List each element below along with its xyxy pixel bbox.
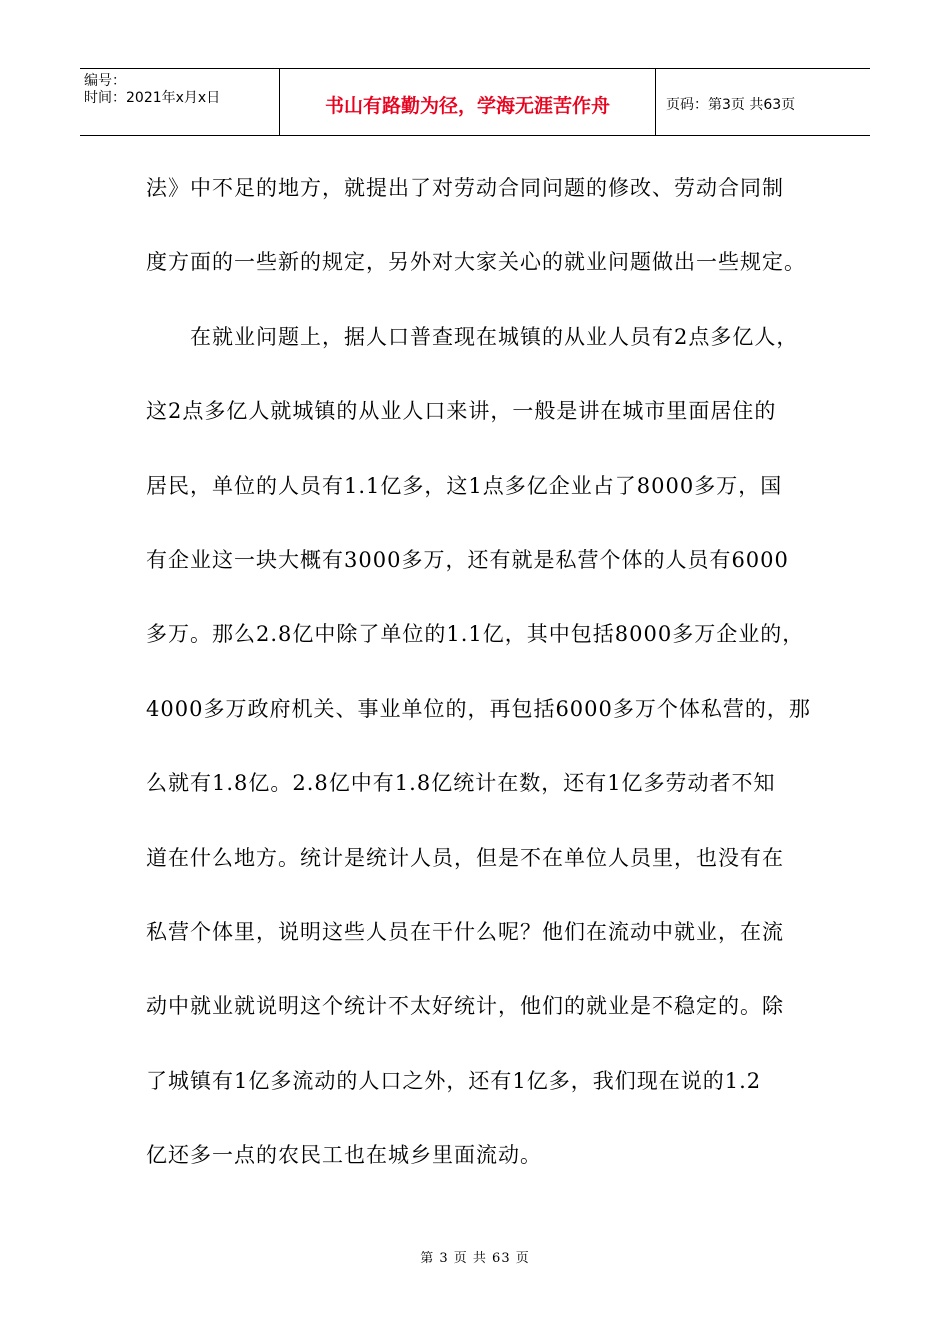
body-line: 了城镇有1亿多流动的人口之外，还有1亿多，我们现在说的1.2	[146, 1068, 762, 1093]
body-line: 居民，单位的人员有1.1亿多，这1点多亿企业占了8000多万，国	[146, 473, 783, 498]
body-line: 这2点多亿人就城镇的从业人口来讲，一般是讲在城市里面居住的	[146, 399, 777, 424]
body-line: 道在什么地方。统计是统计人员，但是不在单位人员里，也没有在	[146, 845, 784, 870]
body-line: 么就有1.8亿。2.8亿中有1.8亿统计在数，还有1亿多劳动者不知	[146, 771, 776, 796]
page-footer: 第 3 页 共 63 页	[420, 1251, 530, 1266]
body-line: 动中就业就说明这个统计不太好统计，他们的就业是不稳定的。除	[146, 994, 784, 1019]
body-line: 4000多万政府机关、事业单位的，再包括6000多万个体私营的，那	[146, 696, 811, 721]
document-number-label: 编号：	[84, 73, 126, 89]
document-body	[146, 168, 826, 1209]
body-line: 度方面的一些新的规定，另外对大家关心的就业问题做出一些规定。	[146, 250, 806, 275]
header-page-info: 页码：第3页 共63页	[666, 97, 796, 113]
header-table	[80, 68, 870, 136]
body-line: 亿还多一点的农民工也在城乡里面流动。	[146, 1143, 542, 1168]
header-meta-cell	[80, 69, 280, 135]
body-line: 多万。那么2.8亿中除了单位的1.1亿，其中包括8000多万企业的，	[146, 622, 805, 647]
body-line: 私营个体里，说明这些人员在干什么呢？他们在流动中就业，在流	[146, 919, 784, 944]
body-line: 在就业问题上，据人口普查现在城镇的从业人员有2点多亿人，	[146, 324, 799, 349]
header-motto: 书山有路勤为径，学海无涯苦作舟	[280, 69, 656, 135]
body-line: 有企业这一块大概有3000多万，还有就是私营个体的人员有6000	[146, 547, 789, 572]
body-line: 法》中不足的地方，就提出了对劳动合同问题的修改、劳动合同制	[146, 176, 784, 200]
document-time-label: 时间：2021年x月x日	[84, 90, 221, 106]
